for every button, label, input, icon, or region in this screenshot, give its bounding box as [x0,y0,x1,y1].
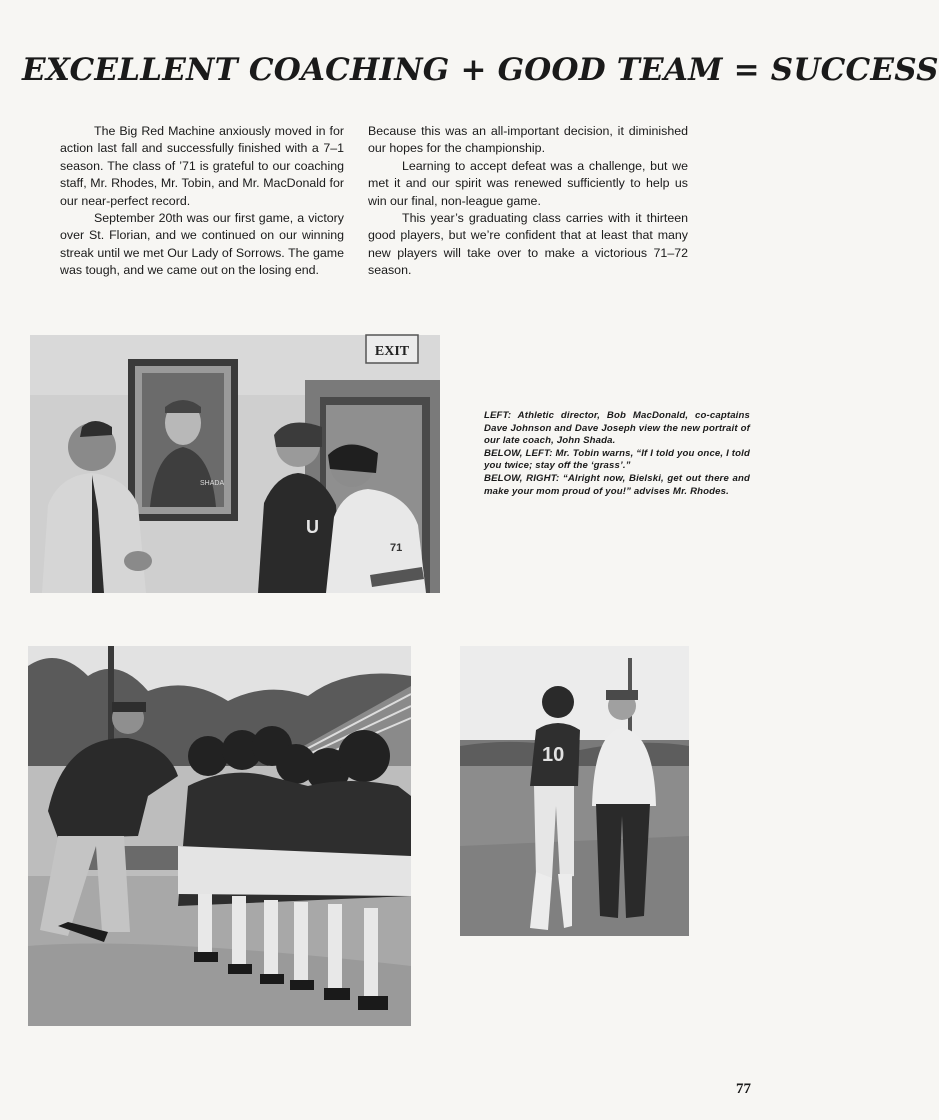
page-headline: EXCELLENT COACHING + GOOD TEAM = SUCCESS [22,52,939,88]
photo-coach-and-player-image [460,646,689,936]
photo-portrait-viewing-image [30,335,440,593]
page-number: 77 [736,1081,751,1097]
caption-left: LEFT: Athletic director, Bob MacDonald, co-captains Dave Johnson and Dave Joseph view the new portrait of our late coach, John Shada. [484,410,750,447]
photo-bench-players [28,646,411,1026]
exit-sign-text: EXIT [374,344,410,359]
caption-below-left: BELOW, LEFT: Mr. Tobin warns, “If I told you once, I told you twice; stay off the ‘grass’.” [484,447,750,472]
article-paragraph: Learning to accept defeat was a challenge, but we met it and our spirit was renewed sufficiently to help us win our final, non-league game. [368,158,688,208]
portrait-label: SHADA [200,480,225,487]
article-paragraph-continued: Because this was an all-important decision, it diminished our hopes for the championship. [368,124,688,156]
article-paragraph: September 20th was our first game, a victory over St. Florian, and we continued on our winning streak until we met Our Lady of Sorrows. The game was tough, and we came out on the losing end. [60,211,344,278]
photo-coach-and-player [460,646,689,936]
caption-below-right: BELOW, RIGHT: “Alright now, Bielski, get out there and make your mom proud of you!” advises Mr. Rhodes. [484,472,750,497]
photo-bench-players-image [28,646,411,1026]
article-right-column [368,123,688,280]
article-paragraph: The Big Red Machine anxiously moved in for action last fall and successfully finished with a 7–1 season. The class of ’71 is grateful to our coaching staff, Mr. Rhodes, Mr. Tobin, and Mr. MacDonald for our near-perfect record. [60,124,344,208]
photo-portrait-viewing [30,335,440,593]
sweater-number: 71 [390,542,403,554]
player-jersey-number: 10 [542,744,565,766]
photo-caption [484,410,750,498]
jacket-letter: U [306,517,319,537]
article-paragraph: This year’s graduating class carries with it thirteen good players, but we’re confident that at least that many new players will take over to make a victorious 71–72 season. [368,211,688,278]
article-left-column [60,123,344,280]
